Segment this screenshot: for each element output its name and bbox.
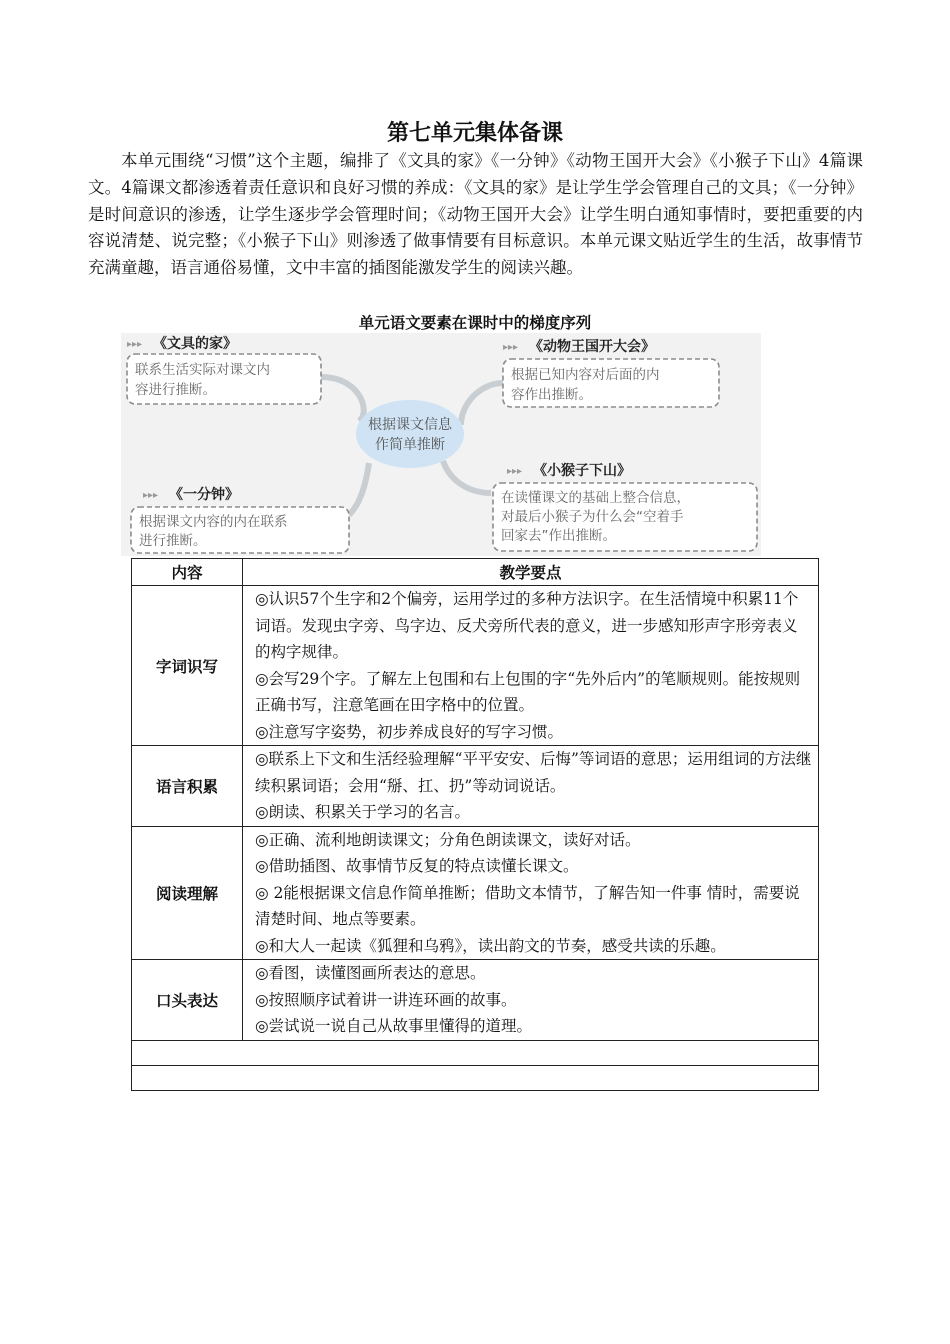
point-item: ◎正确、流利地朗读课文；分角色朗读课文，读好对话。 [255,830,641,849]
diagram-title: 单元语文要素在课时中的梯度序列 [358,314,592,332]
row-points [243,586,819,746]
row-points [243,960,819,1041]
intro-paragraph: 本单元围绕“习惯”这个主题，编排了《文具的家》《一分钟》《动物王国开大会》《小猴子下山》4篇课文。4篇课文都渗透着责任意识和良好习惯的养成：《文具的家》是让学生学会管理自己的文具；《一分钟》是时间意识的渗透，让学生逐步学会管理时间；《动物王国开大会》让学生明白通知事情时，要把重要的内容说清楚、说完整；《小猴子下山》则渗透了做事情要有目标意识。本单元课文贴近学生的生活，故事情节充满童趣，语言通俗易懂，文中丰富的插图能激发学生的阅读兴趣。 [88,151,863,278]
empty-row [132,1065,819,1090]
point-item: ◎认识57个生字和2个偏旁，运用学过的多种方法识字。在生活情境中积累11个词语。发现虫字旁、鸟字边、反犬旁所代表的意义，进一步感知形声字形旁表义的构字规律。 [255,590,799,661]
branch-text-4b: 对最后小猴子为什么会“空着手 [501,509,684,525]
point-item: ◎朗读、积累关于学习的名言。 [255,803,471,821]
center-text-line2: 作简单推断 [375,437,445,453]
point-item: ◎尝试说一说自己从故事里懂得的道理。 [255,1017,533,1035]
branch-text-3b: 进行推断。 [139,533,207,549]
table-row [132,960,819,1041]
branch-title-2: 《动物王国开大会》 [529,339,655,355]
row-points [243,826,819,960]
row-category: 阅读理解 [132,826,243,960]
point-item: ◎看图，读懂图画所表达的意思。 [255,964,486,982]
branch-text-4c: 回家去”作出推断。 [501,528,616,544]
page-title: 第七单元集体备课 [386,121,563,146]
row-category: 语言积累 [132,746,243,827]
branch-arrows: ▸▸▸ [503,342,519,353]
center-text-line1: 根据课文信息 [368,417,452,433]
branch-text-2b: 容作出推断。 [511,387,592,403]
branch-text-1a: 联系生活实际对课文内 [135,362,270,378]
teaching-points-table [131,558,819,1091]
table-header-row [132,559,819,586]
mind-map-diagram [121,333,761,556]
branch-title-1: 《文具的家》 [153,336,237,352]
point-item: ◎和大人一起读《狐狸和乌鸦》，读出韵文的节奏，感受共读的乐趣。 [255,936,726,955]
row-category: 字词识写 [132,586,243,746]
table-row [132,586,819,746]
branch-text-1b: 容进行推断。 [135,382,216,398]
header-teaching-points: 教学要点 [243,559,819,586]
point-item: ◎联系上下文和生活经验理解“平平安安、后悔”等词语的意思；运用组词的方法继续积累词语；会用“掰、扛、扔”等动词说话。 [255,750,812,795]
branch-title-3: 《一分钟》 [169,487,239,503]
point-item: ◎会写29个字。了解左上包围和右上包围的字“先外后内”的笔顺规则。能按规则正确书写，注意笔画在田字格中的位置。 [255,669,801,714]
branch-arrows: ▸▸▸ [127,339,143,350]
point-item: ◎借助插图、故事情节反复的特点读懂长课文。 [255,857,579,875]
header-content: 内容 [132,559,243,586]
table-row [132,826,819,960]
branch-text-4a: 在读懂课文的基础上整合信息， [501,490,690,506]
table-row [132,746,819,827]
branch-text-3a: 根据课文内容的内在联系 [139,514,288,530]
branch-title-4: 《小猴子下山》 [533,463,631,479]
point-item: ◎注意写字姿势，初步养成良好的写字习惯。 [255,722,564,741]
empty-row [132,1040,819,1065]
branch-arrows: ▸▸▸ [143,490,159,501]
row-points [243,746,819,827]
center-node [356,400,464,468]
row-category: 口头表达 [132,960,243,1041]
point-item: ◎ 2能根据课文信息作简单推断；借助文本情节，了解告知一件事 情时，需要说清楚时间、地点等要素。 [255,883,800,928]
branch-text-2a: 根据已知内容对后面的内 [511,367,660,383]
branch-arrows: ▸▸▸ [507,466,523,477]
point-item: ◎按照顺序试着讲一讲连环画的故事。 [255,990,517,1009]
